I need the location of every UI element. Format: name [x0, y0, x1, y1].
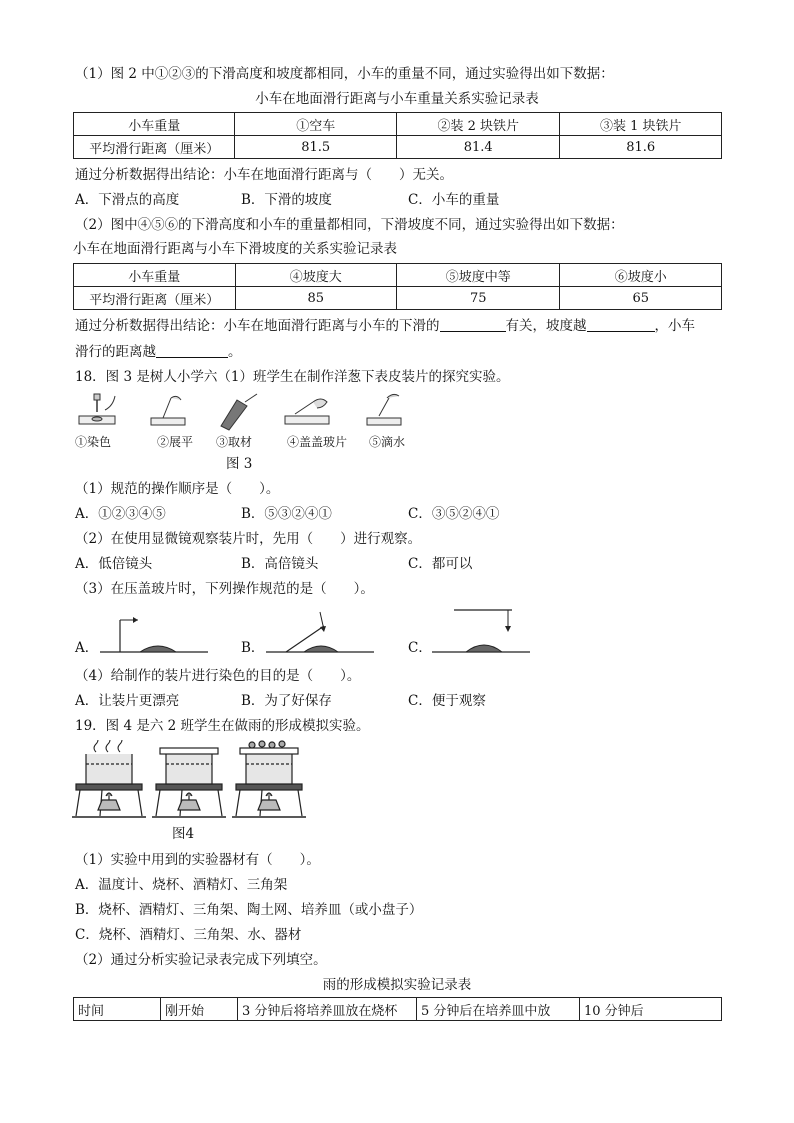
- table-cell: 65: [560, 287, 722, 310]
- option-a[interactable]: A．: [75, 640, 99, 656]
- option-a[interactable]: A．低倍镜头: [75, 556, 153, 572]
- option-b[interactable]: B．: [241, 640, 265, 656]
- conclusion-2-line2: [75, 343, 242, 361]
- table-row: [74, 136, 722, 159]
- table-cell: 平均滑行距离（厘米）: [74, 136, 235, 159]
- table-cell: 刚开始: [161, 998, 238, 1021]
- q19-stem: 19．图 4 是六 2 班学生在做雨的形成模拟实验。: [75, 718, 370, 734]
- slope-distance-table: [73, 263, 722, 310]
- conclusion-2-text-c: ，小车: [654, 318, 695, 334]
- table3-title: 雨的形成模拟实验记录表: [322, 977, 472, 993]
- figure-3: [75, 392, 425, 452]
- q18-sub2-options: [75, 555, 725, 573]
- table-row: [74, 264, 722, 287]
- option-b[interactable]: B．高倍镜头: [241, 556, 319, 572]
- fill-blank-1[interactable]: [440, 317, 506, 332]
- option-a[interactable]: A．①②③④⑤: [75, 506, 166, 522]
- table-row: [74, 113, 722, 136]
- table-cell: 3 分钟后将培养皿放在烧杯: [238, 998, 417, 1021]
- option-a[interactable]: A．让装片更漂亮: [75, 693, 180, 709]
- table-cell: 81.5: [235, 136, 397, 159]
- conclusion-1: 通过分析数据得出结论：小车在地面滑行距离与（ ）无关。: [75, 167, 453, 183]
- table-cell: ④坡度大: [235, 264, 396, 287]
- conclusion-2-text-b: 有关，坡度越: [505, 318, 587, 334]
- coverslip-method-c-diagram: [432, 602, 532, 658]
- conclusion-2: [75, 317, 695, 335]
- rain-record-table: [73, 997, 722, 1021]
- step-label: ②展平: [157, 435, 194, 449]
- table-row: [74, 998, 722, 1021]
- table-cell: 小车重量: [74, 264, 236, 287]
- table-cell: ②装 2 块铁片: [396, 113, 559, 136]
- table2-title: 小车在地面滑行距离与小车下滑坡度的关系实验记录表: [73, 241, 397, 257]
- coverslip-method-a-diagram: [100, 608, 210, 658]
- figure-4-rain-apparatus: [72, 740, 307, 822]
- option-c[interactable]: C．都可以: [408, 556, 473, 572]
- q17-part1-options: [75, 191, 725, 209]
- figure-4-caption: 图4: [172, 826, 195, 842]
- step-label: ⑤滴水: [369, 435, 406, 449]
- q18-stem: 18．图 3 是树人小学六（1）班学生在制作洋葱下表皮装片的探究实验。: [75, 369, 510, 385]
- table-cell: 81.6: [560, 136, 722, 159]
- table-cell: 10 分钟后: [580, 998, 722, 1021]
- table-cell: 81.4: [396, 136, 559, 159]
- table-cell: 75: [397, 287, 560, 310]
- option-a[interactable]: A．温度计、烧杯、酒精灯、三角架: [75, 877, 288, 893]
- option-c[interactable]: C．小车的重量: [408, 192, 500, 208]
- option-c[interactable]: C．烧杯、酒精灯、三角架、水、器材: [75, 927, 302, 943]
- weight-distance-table: [73, 112, 722, 159]
- table-cell: ⑥坡度小: [560, 264, 722, 287]
- table-cell: 85: [235, 287, 396, 310]
- q18-sub4-options: [75, 692, 725, 710]
- table-cell: 平均滑行距离（厘米）: [74, 287, 236, 310]
- table-cell: 5 分钟后在培养皿中放: [417, 998, 580, 1021]
- option-c[interactable]: C．: [408, 640, 432, 656]
- q18-sub4: （4）给制作的装片进行染色的目的是（ ）。: [75, 668, 361, 684]
- conclusion-2-text-d: 滑行的距离越: [75, 344, 156, 360]
- table-cell: 时间: [74, 998, 161, 1021]
- conclusion-2-text-a: 通过分析数据得出结论：小车在地面滑行距离与小车的下滑的: [75, 318, 440, 334]
- step-label: ①染色: [75, 435, 112, 449]
- q18-sub1-options: [75, 505, 725, 523]
- q18-sub2: （2）在使用显微镜观察装片时，先用（ ）进行观察。: [75, 531, 422, 547]
- coverslip-method-b-diagram: [266, 604, 376, 658]
- option-b[interactable]: B．烧杯、酒精灯、三角架、陶土网、培养皿（或小盘子）: [75, 902, 423, 918]
- option-b[interactable]: B．为了好保存: [241, 693, 332, 709]
- step-label: ④盖盖玻片: [287, 435, 348, 449]
- q18-sub3: （3）在压盖玻片时，下列操作规范的是（ ）。: [75, 581, 374, 597]
- table1-title: 小车在地面滑行距离与小车重量关系实验记录表: [255, 91, 539, 107]
- fill-blank-2[interactable]: [587, 317, 655, 332]
- conclusion-2-text-e: 。: [228, 344, 242, 360]
- option-c[interactable]: C．③⑤②④①: [408, 506, 500, 522]
- q17-part2-intro: （2）图中④⑤⑥的下滑高度和小车的重量都相同，下滑坡度不同，通过实验得出如下数据：: [75, 217, 624, 233]
- q19-sub2: （2）通过分析实验记录表完成下列填空。: [75, 952, 327, 968]
- table-cell: ③装 1 块铁片: [560, 113, 722, 136]
- fill-blank-3[interactable]: [156, 343, 228, 358]
- q17-part1-intro: （1）图 2 中①②③的下滑高度和坡度都相同，小车的重量不同，通过实验得出如下数据：: [75, 66, 614, 82]
- step-label: ③取材: [216, 435, 253, 449]
- q19-sub1: （1）实验中用到的实验器材有（ ）。: [75, 852, 320, 868]
- slide-steps-illustration: [75, 392, 425, 434]
- option-b[interactable]: B．⑤③②④①: [241, 506, 332, 522]
- option-b[interactable]: B．下滑的坡度: [241, 192, 332, 208]
- option-c[interactable]: C．便于观察: [408, 693, 486, 709]
- option-a[interactable]: A．下滑点的高度: [75, 192, 180, 208]
- q18-sub1: （1）规范的操作顺序是（ ）。: [75, 481, 280, 497]
- table-cell: 小车重量: [74, 113, 235, 136]
- figure-3-caption: 图 3: [226, 456, 253, 472]
- table-cell: ①空车: [235, 113, 397, 136]
- table-cell: ⑤坡度中等: [397, 264, 560, 287]
- table-row: [74, 287, 722, 310]
